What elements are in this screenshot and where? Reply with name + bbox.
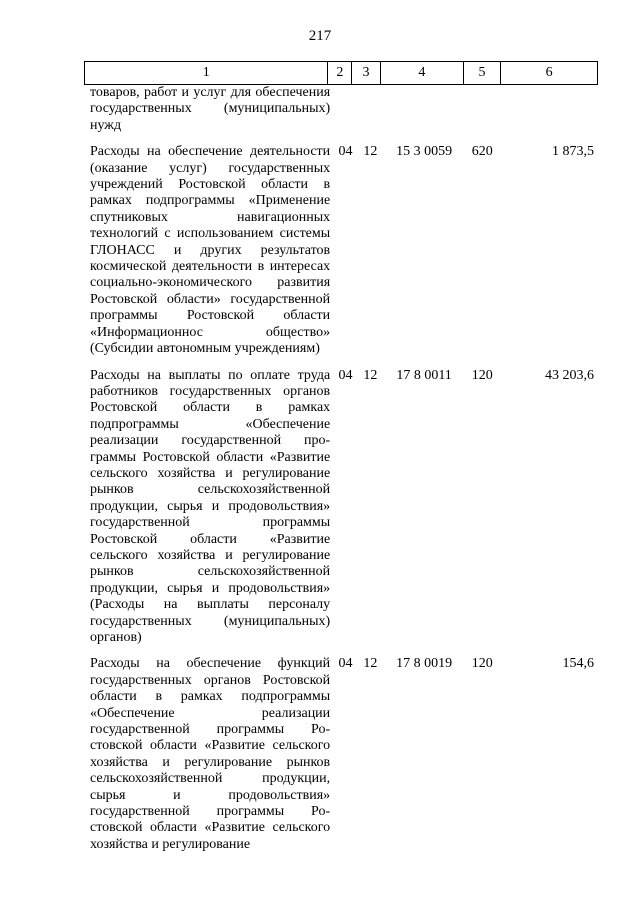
row-expense-type: 620 [471,144,493,160]
row-expense-type: 120 [471,656,493,672]
row-amount: 154,6 [562,656,594,672]
row-subsection: 12 [363,656,378,672]
row-subsection [357,85,384,134]
row-description: Расходы на выплаты по оплате труда работников государственных органов Ростовской области в рамках подпрограммы «Обеспечение реализации государственной программы Ростовской области «Развитие сельского хозяйства и регулирование рынков сельскохозяйственной продукции, сырья и продовольствия» государственной программы Ростовской области «Развитие сельского хозяйства и регулирование рынков сельскохозяйственной продукции, сырья и продовольствия» (Расходы на выплаты персоналу государственных (муниципальных) органов) [90,367,331,645]
header-col-5: 5 [463,62,501,85]
row-target-article: 17 8 0019 [396,656,453,672]
row-amount: 43 203,6 [545,367,594,383]
header-col-3: 3 [352,62,381,85]
row-target-article [384,85,464,134]
row-section [334,85,357,134]
table-row [84,656,598,853]
header-col-4: 4 [380,62,463,85]
row-amount [500,85,598,134]
row-section: 04 [338,656,353,672]
header-col-1: 1 [85,62,328,85]
header-col-6: 6 [501,62,598,85]
budget-table-body [84,85,598,853]
row-description: Расходы на обеспечение функций государственных органов Ростовской области в рамках подпрограммы «Обеспечение реализации государственной программы Ростовской области «Развитие сельского хозяйства и регулирование рынков сельскохозяйственной продукции, сырья и продовольствия» государственной программы Ростовской области «Развитие сельского хозяйства и регулирование [90,656,331,852]
row-subsection: 12 [363,367,378,383]
row-target-article: 15 3 0059 [396,144,453,160]
page-number: 217 [308,28,332,44]
table-row [84,368,598,647]
row-description: Расходы на обеспечение деятельности (оказание услуг) государственных учреждений Ростовской области в рамках подпрограммы «Применение спутниковых навигационных технологий с использованием системы ГЛОНАСС и других результатов космической деятельности в интересах социально-экономического развития Ростовской области» государственной программы Ростовской области «Информационнос общество» (Субсидии автономным учреждениям) [90,144,331,357]
row-amount: 1 873,5 [552,144,594,160]
row-subsection: 12 [363,144,378,160]
row-expense-type [464,85,500,134]
row-section: 04 [338,144,353,160]
table-row [84,144,598,357]
row-section: 04 [338,367,353,383]
row-target-article: 17 8 0011 [396,367,452,383]
row-description: товаров, работ и услуг для обеспечения государственных (муниципальных) нужд [90,85,331,133]
header-col-2: 2 [328,62,352,85]
table-header [84,61,598,85]
row-expense-type: 120 [471,367,493,383]
table-row [84,85,598,134]
